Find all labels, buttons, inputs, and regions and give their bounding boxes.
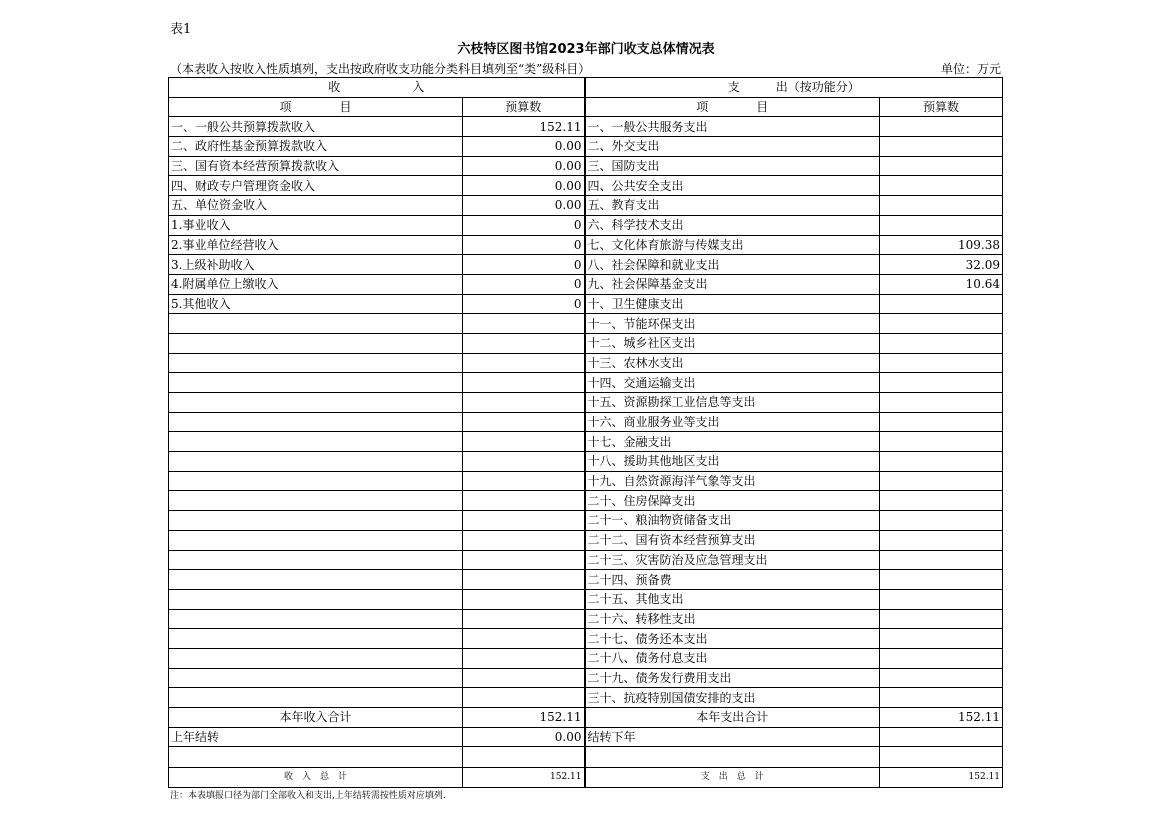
income-value <box>463 353 585 373</box>
expense-value <box>880 550 1003 570</box>
expense-value <box>880 156 1003 176</box>
expense-item: 十五、资源勘探工业信息等支出 <box>585 393 880 413</box>
table-row <box>169 609 1003 629</box>
expense-value <box>880 432 1003 452</box>
expense-value <box>880 648 1003 668</box>
expense-item: 二十七、债务还本支出 <box>585 629 880 649</box>
income-value <box>463 412 585 432</box>
carry-in-value: 0.00 <box>463 727 585 747</box>
expense-item: 四、公共安全支出 <box>585 176 880 196</box>
expense-value <box>880 373 1003 393</box>
expense-item: 十、卫生健康支出 <box>585 294 880 314</box>
income-value <box>463 589 585 609</box>
expense-item: 五、教育支出 <box>585 196 880 216</box>
grand-income-total-label: 收 入 总 计 <box>169 767 463 787</box>
table-row <box>169 274 1003 294</box>
grand-expense-total-value: 152.11 <box>880 767 1003 787</box>
income-item <box>169 570 463 590</box>
expense-item: 三十、抗疫特别国债安排的支出 <box>585 688 880 708</box>
income-item: 三、国有资本经营预算拨款收入 <box>169 156 463 176</box>
income-item: 五、单位资金收入 <box>169 196 463 216</box>
year-total-row <box>169 708 1003 728</box>
expense-value <box>880 353 1003 373</box>
table-row <box>169 412 1003 432</box>
income-value: 0 <box>463 255 585 275</box>
expense-value: 109.38 <box>880 235 1003 255</box>
income-item <box>169 452 463 472</box>
income-item <box>169 432 463 452</box>
carry-out-value <box>880 727 1003 747</box>
expense-item: 九、社会保障基金支出 <box>585 274 880 294</box>
header-row-top <box>169 78 1003 98</box>
table-row <box>169 629 1003 649</box>
table-row <box>169 176 1003 196</box>
income-value <box>463 373 585 393</box>
expense-value <box>880 215 1003 235</box>
table-row <box>169 530 1003 550</box>
income-item <box>169 629 463 649</box>
income-item <box>169 609 463 629</box>
income-item <box>169 648 463 668</box>
table-row <box>169 333 1003 353</box>
expense-value <box>880 314 1003 334</box>
income-value <box>463 432 585 452</box>
expense-item: 八、社会保障和就业支出 <box>585 255 880 275</box>
expense-item: 十九、自然资源海洋气象等支出 <box>585 471 880 491</box>
expense-value <box>880 471 1003 491</box>
expense-value: 32.09 <box>880 255 1003 275</box>
income-value <box>463 570 585 590</box>
income-item: 二、政府性基金预算拨款收入 <box>169 137 463 157</box>
income-item: 1.事业收入 <box>169 215 463 235</box>
expense-value <box>880 117 1003 137</box>
expense-value <box>880 589 1003 609</box>
expense-value <box>880 196 1003 216</box>
expense-item: 十八、援助其他地区支出 <box>585 452 880 472</box>
expense-value <box>880 176 1003 196</box>
expense-value <box>880 393 1003 413</box>
income-value <box>463 471 585 491</box>
expense-item-header: 项 目 <box>585 97 880 117</box>
income-item: 4.附属单位上缴收入 <box>169 274 463 294</box>
expense-value <box>880 511 1003 531</box>
income-item <box>169 412 463 432</box>
expense-value <box>880 668 1003 688</box>
budget-table <box>168 77 1003 788</box>
expense-item: 二十四、预备费 <box>585 570 880 590</box>
income-value: 0.00 <box>463 196 585 216</box>
page-title: 六枝特区图书馆2023年部门收支总体情况表 <box>457 42 715 57</box>
expense-item: 二、外交支出 <box>585 137 880 157</box>
expense-item: 二十九、债务发行费用支出 <box>585 668 880 688</box>
expense-item: 二十二、国有资本经营预算支出 <box>585 530 880 550</box>
income-item-header: 项 目 <box>169 97 463 117</box>
income-value: 0 <box>463 235 585 255</box>
table-number: 表1 <box>170 22 192 37</box>
header-row-sub <box>169 97 1003 117</box>
table-row <box>169 137 1003 157</box>
income-item <box>169 491 463 511</box>
income-item <box>169 688 463 708</box>
grand-total-row <box>169 767 1003 787</box>
income-value: 0 <box>463 215 585 235</box>
expense-item: 二十六、转移性支出 <box>585 609 880 629</box>
income-value <box>463 648 585 668</box>
income-value <box>463 333 585 353</box>
expense-value <box>880 530 1003 550</box>
grand-income-total-value: 152.11 <box>463 767 585 787</box>
table-row <box>169 314 1003 334</box>
expense-item: 十一、节能环保支出 <box>585 314 880 334</box>
expense-item: 二十八、债务付息支出 <box>585 648 880 668</box>
table-row <box>169 491 1003 511</box>
income-value <box>463 314 585 334</box>
expense-value <box>880 452 1003 472</box>
year-expense-total-value: 152.11 <box>880 708 1003 728</box>
table-row <box>169 648 1003 668</box>
income-item <box>169 353 463 373</box>
income-item <box>169 333 463 353</box>
income-item <box>169 373 463 393</box>
income-item: 5.其他收入 <box>169 294 463 314</box>
expense-item: 六、科学技术支出 <box>585 215 880 235</box>
income-value <box>463 393 585 413</box>
income-value <box>463 609 585 629</box>
income-item <box>169 589 463 609</box>
table-row <box>169 156 1003 176</box>
carry-in-label: 上年结转 <box>169 727 463 747</box>
blank-row <box>169 747 1003 768</box>
expense-item: 三、国防支出 <box>585 156 880 176</box>
expense-item: 十六、商业服务业等支出 <box>585 412 880 432</box>
table-row <box>169 688 1003 708</box>
expense-header: 支 出（按功能分） <box>585 78 1003 98</box>
expense-value <box>880 333 1003 353</box>
income-value <box>463 452 585 472</box>
table-row <box>169 373 1003 393</box>
income-budget-header: 预算数 <box>463 97 585 117</box>
income-value <box>463 550 585 570</box>
year-income-total-value: 152.11 <box>463 708 585 728</box>
income-item: 2.事业单位经营收入 <box>169 235 463 255</box>
expense-item: 二十、住房保障支出 <box>585 491 880 511</box>
expense-value <box>880 570 1003 590</box>
table-row <box>169 215 1003 235</box>
table-row <box>169 550 1003 570</box>
expense-item: 十三、农林水支出 <box>585 353 880 373</box>
income-value <box>463 688 585 708</box>
income-value: 152.11 <box>463 117 585 137</box>
income-value <box>463 491 585 511</box>
income-item <box>169 550 463 570</box>
expense-value <box>880 629 1003 649</box>
income-value <box>463 629 585 649</box>
table-row <box>169 589 1003 609</box>
table-row <box>169 452 1003 472</box>
expense-item: 二十五、其他支出 <box>585 589 880 609</box>
expense-item: 七、文化体育旅游与传媒支出 <box>585 235 880 255</box>
expense-value <box>880 688 1003 708</box>
expense-item: 二十一、粮油物资储备支出 <box>585 511 880 531</box>
unit-label: 单位：万元 <box>940 62 1001 76</box>
expense-item: 十四、交通运输支出 <box>585 373 880 393</box>
income-header: 收 入 <box>169 78 585 98</box>
year-income-total-label: 本年收入合计 <box>169 708 463 728</box>
table-row <box>169 511 1003 531</box>
income-item <box>169 511 463 531</box>
income-item: 四、财政专户管理资金收入 <box>169 176 463 196</box>
table-row <box>169 471 1003 491</box>
income-value: 0 <box>463 274 585 294</box>
table-row <box>169 432 1003 452</box>
table-row <box>169 117 1003 137</box>
table-row <box>169 393 1003 413</box>
income-value: 0 <box>463 294 585 314</box>
grand-expense-total-label: 支 出 总 计 <box>585 767 880 787</box>
table-row <box>169 570 1003 590</box>
income-value <box>463 511 585 531</box>
footnote: 注：本表填报口径为部门全部收入和支出,上年结转需按性质对应填列. <box>170 791 446 801</box>
expense-item: 一、一般公共服务支出 <box>585 117 880 137</box>
income-item: 一、一般公共预算拨款收入 <box>169 117 463 137</box>
table-row <box>169 294 1003 314</box>
income-value: 0.00 <box>463 176 585 196</box>
expense-item: 十二、城乡社区支出 <box>585 333 880 353</box>
income-value <box>463 668 585 688</box>
expense-value <box>880 294 1003 314</box>
year-expense-total-label: 本年支出合计 <box>585 708 880 728</box>
income-value: 0.00 <box>463 137 585 157</box>
expense-item: 二十三、灾害防治及应急管理支出 <box>585 550 880 570</box>
fill-instruction: （本表收入按收入性质填列，支出按政府收支功能分类科目填列至“类”级科目） <box>170 62 591 76</box>
table-row <box>169 196 1003 216</box>
expense-value <box>880 609 1003 629</box>
income-item <box>169 471 463 491</box>
income-item <box>169 668 463 688</box>
expense-budget-header: 预算数 <box>880 97 1003 117</box>
income-value: 0.00 <box>463 156 585 176</box>
income-item: 3.上级补助收入 <box>169 255 463 275</box>
table-row <box>169 235 1003 255</box>
expense-value: 10.64 <box>880 274 1003 294</box>
income-value <box>463 530 585 550</box>
table-row <box>169 255 1003 275</box>
table-row <box>169 353 1003 373</box>
income-item <box>169 530 463 550</box>
expense-value <box>880 491 1003 511</box>
carry-out-label: 结转下年 <box>585 727 880 747</box>
expense-value <box>880 412 1003 432</box>
income-item <box>169 314 463 334</box>
expense-item: 十七、金融支出 <box>585 432 880 452</box>
expense-value <box>880 137 1003 157</box>
carry-row <box>169 727 1003 747</box>
table-row <box>169 668 1003 688</box>
income-item <box>169 393 463 413</box>
